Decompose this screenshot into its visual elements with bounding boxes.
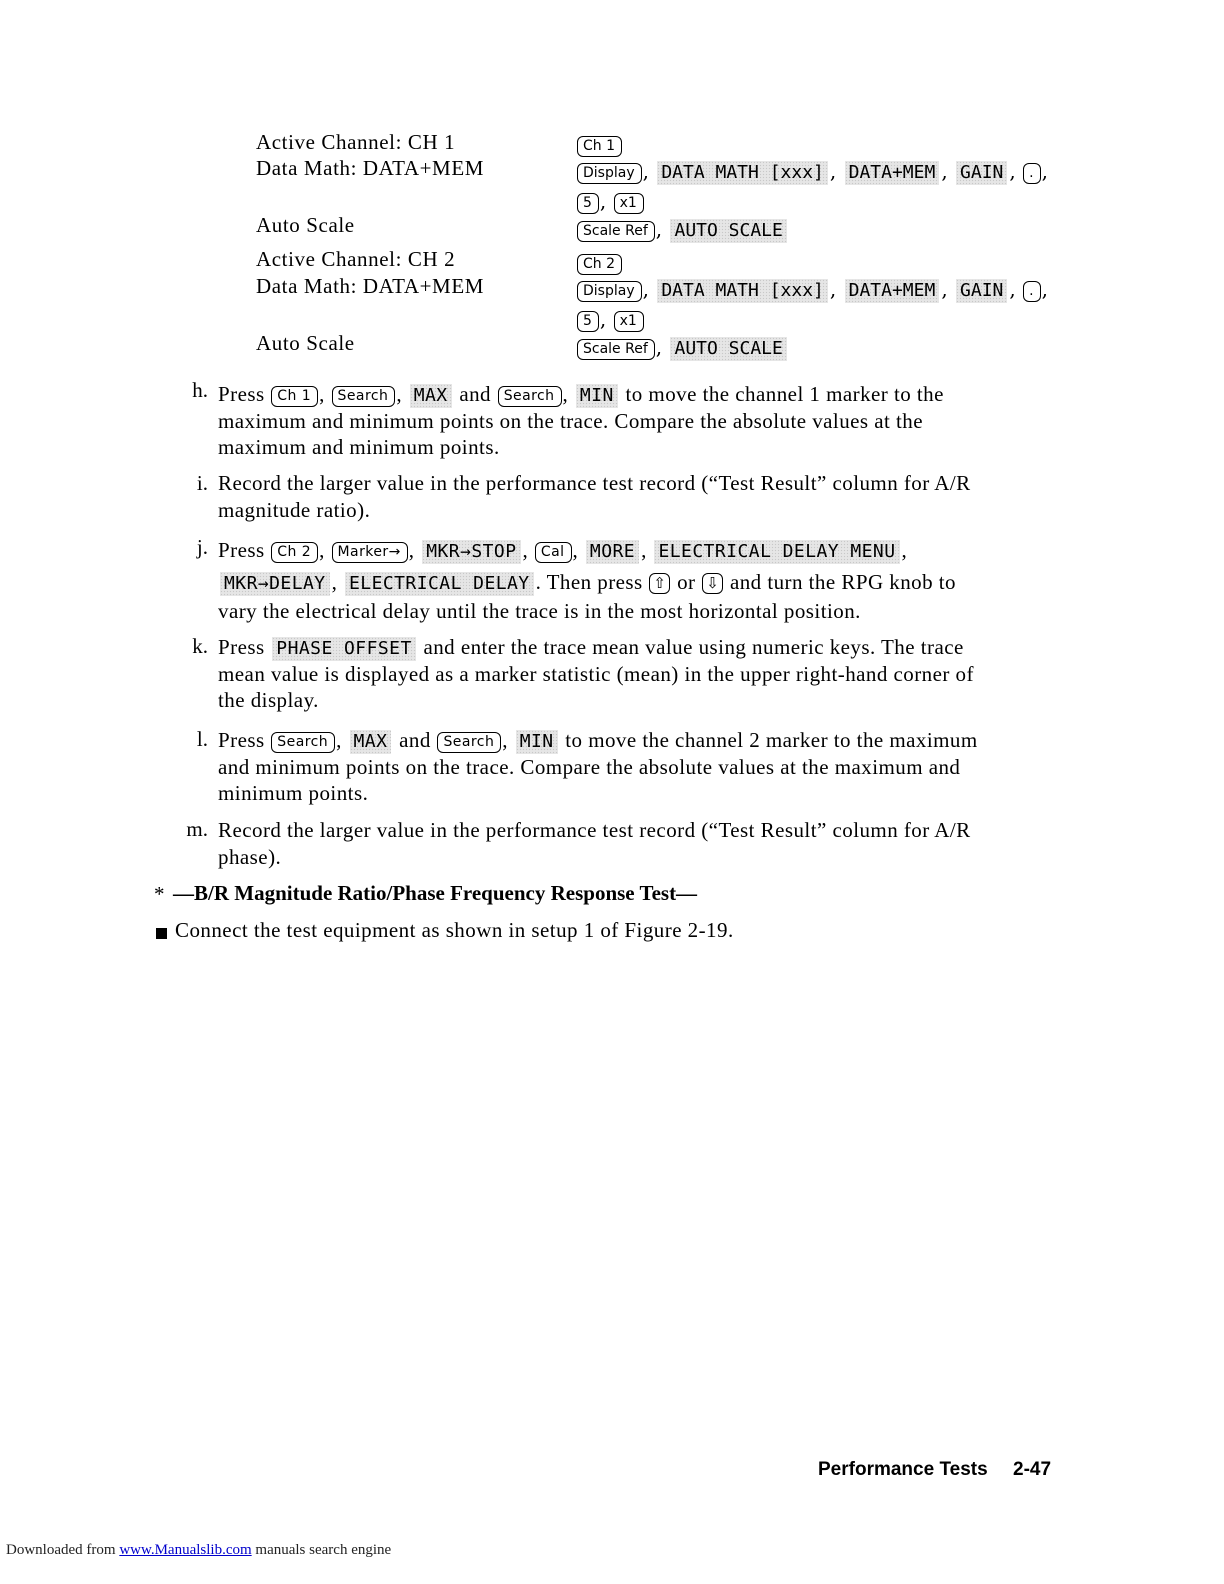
- step-text: and turn the RPG knob to: [729, 570, 956, 594]
- keyseq-active-ch2: [576, 250, 623, 275]
- step-k: [218, 634, 1048, 714]
- step-text: maximum and minimum points.: [218, 435, 500, 459]
- x1-key[interactable]: x1: [614, 193, 644, 214]
- ch2-key[interactable]: Ch 2: [577, 254, 622, 275]
- step-text: Press: [218, 382, 265, 406]
- step-text: . Then press: [535, 570, 643, 594]
- display-key[interactable]: Display: [577, 163, 642, 184]
- x1-key[interactable]: x1: [614, 311, 644, 332]
- step-marker-k: k.: [192, 634, 208, 658]
- data-plus-mem-softkey[interactable]: DATA+MEM: [845, 279, 940, 303]
- keyseq-auto-scale-2: Scale Ref , AUTO SCALE: [576, 335, 789, 361]
- download-suffix: manuals search engine: [255, 1542, 392, 1558]
- step-text: to move the channel 2 marker to the maximum: [565, 728, 978, 752]
- manualslib-link[interactable]: www.Manualslib.com: [119, 1542, 252, 1558]
- data-plus-mem-softkey[interactable]: DATA+MEM: [845, 161, 940, 185]
- footer-page-number: 2-47: [1013, 1459, 1052, 1480]
- step-h: Press Ch 1 , Search , MAX and Search , MIN to move the channel 1 marker to the maximum and minimum points on the trace. Compare the absolute values at the maximum and minimum points.: [218, 381, 1048, 461]
- electrical-delay-softkey[interactable]: ELECTRICAL DELAY: [345, 572, 534, 596]
- keyseq-data-math-2: Display , DATA MATH [xxx] , DATA+MEM , GAIN , . ,: [576, 277, 1048, 303]
- asterisk-marker: *: [154, 882, 166, 906]
- max-softkey[interactable]: MAX: [410, 384, 452, 408]
- setting-label-auto-scale-2: Auto Scale: [256, 331, 355, 355]
- download-note: [6, 1542, 391, 1559]
- data-math-softkey[interactable]: DATA MATH [xxx]: [657, 161, 828, 185]
- setting-label-data-math-2: Data Math: DATA+MEM: [256, 274, 485, 298]
- step-text: maximum and minimum points on the trace. Compare the absolute values at the: [218, 408, 924, 433]
- step-text: and enter the trace mean value using numeric keys. The trace: [423, 635, 964, 659]
- digit-5-key[interactable]: 5: [577, 193, 599, 214]
- auto-scale-softkey[interactable]: AUTO SCALE: [670, 219, 786, 243]
- gain-softkey[interactable]: GAIN: [956, 279, 1007, 303]
- step-text: phase).: [218, 844, 282, 869]
- step-text: Press: [218, 538, 265, 562]
- step-text: Press: [218, 635, 265, 659]
- step-text: or: [677, 570, 696, 594]
- bullet-square-icon: [156, 928, 167, 939]
- setting-label-data-math-1: Data Math: DATA+MEM: [256, 156, 485, 180]
- footer-section-name: Performance Tests: [818, 1459, 988, 1480]
- download-prefix: Downloaded from: [6, 1542, 116, 1558]
- step-m: [218, 817, 1048, 870]
- decimal-point-key[interactable]: .: [1023, 281, 1040, 302]
- down-arrow-icon[interactable]: ⇩: [702, 573, 723, 594]
- keyseq-data-math-1: Display , DATA MATH [xxx] , DATA+MEM , GAIN , . ,: [576, 159, 1048, 185]
- step-text: Press: [218, 728, 265, 752]
- search-key[interactable]: Search: [332, 386, 396, 407]
- step-text: and minimum points on the trace. Compare the absolute values at the maximum and: [218, 754, 961, 779]
- decimal-point-key[interactable]: .: [1023, 163, 1040, 184]
- ch1-key[interactable]: Ch 1: [271, 386, 318, 407]
- step-text: and: [459, 382, 491, 406]
- step-l: Press Search , MAX and Search , MIN to move the channel 2 marker to the maximum and minimum points on the trace. Compare the absolute values at the maximum and minimum points.: [218, 727, 1048, 807]
- cal-key[interactable]: Cal: [535, 542, 572, 563]
- more-softkey[interactable]: MORE: [586, 540, 639, 564]
- mkr-stop-softkey[interactable]: MKR→STOP: [422, 540, 520, 564]
- search-key[interactable]: Search: [498, 386, 562, 407]
- up-arrow-icon[interactable]: ⇧: [649, 573, 670, 594]
- mkr-delay-softkey[interactable]: MKR→DELAY: [220, 572, 330, 596]
- search-key[interactable]: Search: [437, 732, 501, 753]
- setting-label-active-ch1: Active Channel: CH 1: [256, 130, 456, 154]
- step-text: minimum points.: [218, 781, 369, 805]
- data-math-softkey[interactable]: DATA MATH [xxx]: [657, 279, 828, 303]
- keyseq-auto-scale-1: Scale Ref , AUTO SCALE: [576, 217, 789, 243]
- step-text: and: [399, 728, 431, 752]
- step-text: to move the channel 1 marker to the: [625, 382, 944, 406]
- scale-ref-key[interactable]: Scale Ref: [577, 221, 655, 242]
- search-key[interactable]: Search: [271, 732, 335, 753]
- step-text: Record the larger value in the performance test record (“Test Result” column for A/R: [218, 818, 971, 842]
- step-marker-i: i.: [196, 471, 208, 495]
- bullet-text: Connect the test equipment as shown in setup 1 of Figure 2-19.: [175, 918, 734, 942]
- ch1-key[interactable]: Ch 1: [577, 136, 622, 157]
- scale-ref-key[interactable]: Scale Ref: [577, 339, 655, 360]
- max-softkey[interactable]: MAX: [350, 730, 392, 754]
- min-softkey[interactable]: MIN: [576, 384, 618, 408]
- step-i: [218, 470, 1048, 523]
- keyseq-data-math-1-cont: 5 , x1: [576, 189, 645, 214]
- step-marker-l: l.: [196, 727, 208, 751]
- display-key[interactable]: Display: [577, 281, 642, 302]
- gain-softkey[interactable]: GAIN: [956, 161, 1007, 185]
- setting-label-auto-scale-1: Auto Scale: [256, 213, 355, 237]
- step-marker-m: m.: [186, 817, 208, 841]
- ch2-key[interactable]: Ch 2: [271, 542, 318, 563]
- auto-scale-softkey[interactable]: AUTO SCALE: [670, 337, 786, 361]
- step-marker-j: j.: [196, 535, 208, 559]
- min-softkey[interactable]: MIN: [516, 730, 558, 754]
- marker-fctn-key[interactable]: Marker→: [332, 542, 408, 563]
- step-text: the display.: [218, 688, 319, 712]
- keyseq-active-ch1: [576, 132, 623, 157]
- step-marker-h: h.: [192, 378, 208, 402]
- step-text: mean value is displayed as a marker statistic (mean) in the upper right-hand corner of: [218, 661, 974, 686]
- step-text: magnitude ratio).: [218, 497, 371, 522]
- keyseq-data-math-2-cont: 5 , x1: [576, 307, 645, 332]
- step-text: vary the electrical delay until the trace is in the most horizontal position.: [218, 599, 861, 623]
- setting-label-active-ch2: Active Channel: CH 2: [256, 247, 456, 271]
- section-title: —B/R Magnitude Ratio/Phase Frequency Response Test—: [173, 881, 698, 905]
- step-text: Record the larger value in the performance test record (“Test Result” column for A/R: [218, 471, 971, 495]
- phase-offset-softkey[interactable]: PHASE OFFSET: [272, 637, 415, 661]
- digit-5-key[interactable]: 5: [577, 311, 599, 332]
- electrical-delay-menu-softkey[interactable]: ELECTRICAL DELAY MENU: [654, 540, 899, 564]
- step-j: Press Ch 2 , Marker→ , MKR→STOP , Cal , MORE , ELECTRICAL DELAY MENU , MKR→DELAY , ELECTRICAL DELAY . Then press ⇧ or ⇩ and turn the RPG knob to vary the electrical delay until the trace is in the most horizontal position.: [218, 534, 1048, 625]
